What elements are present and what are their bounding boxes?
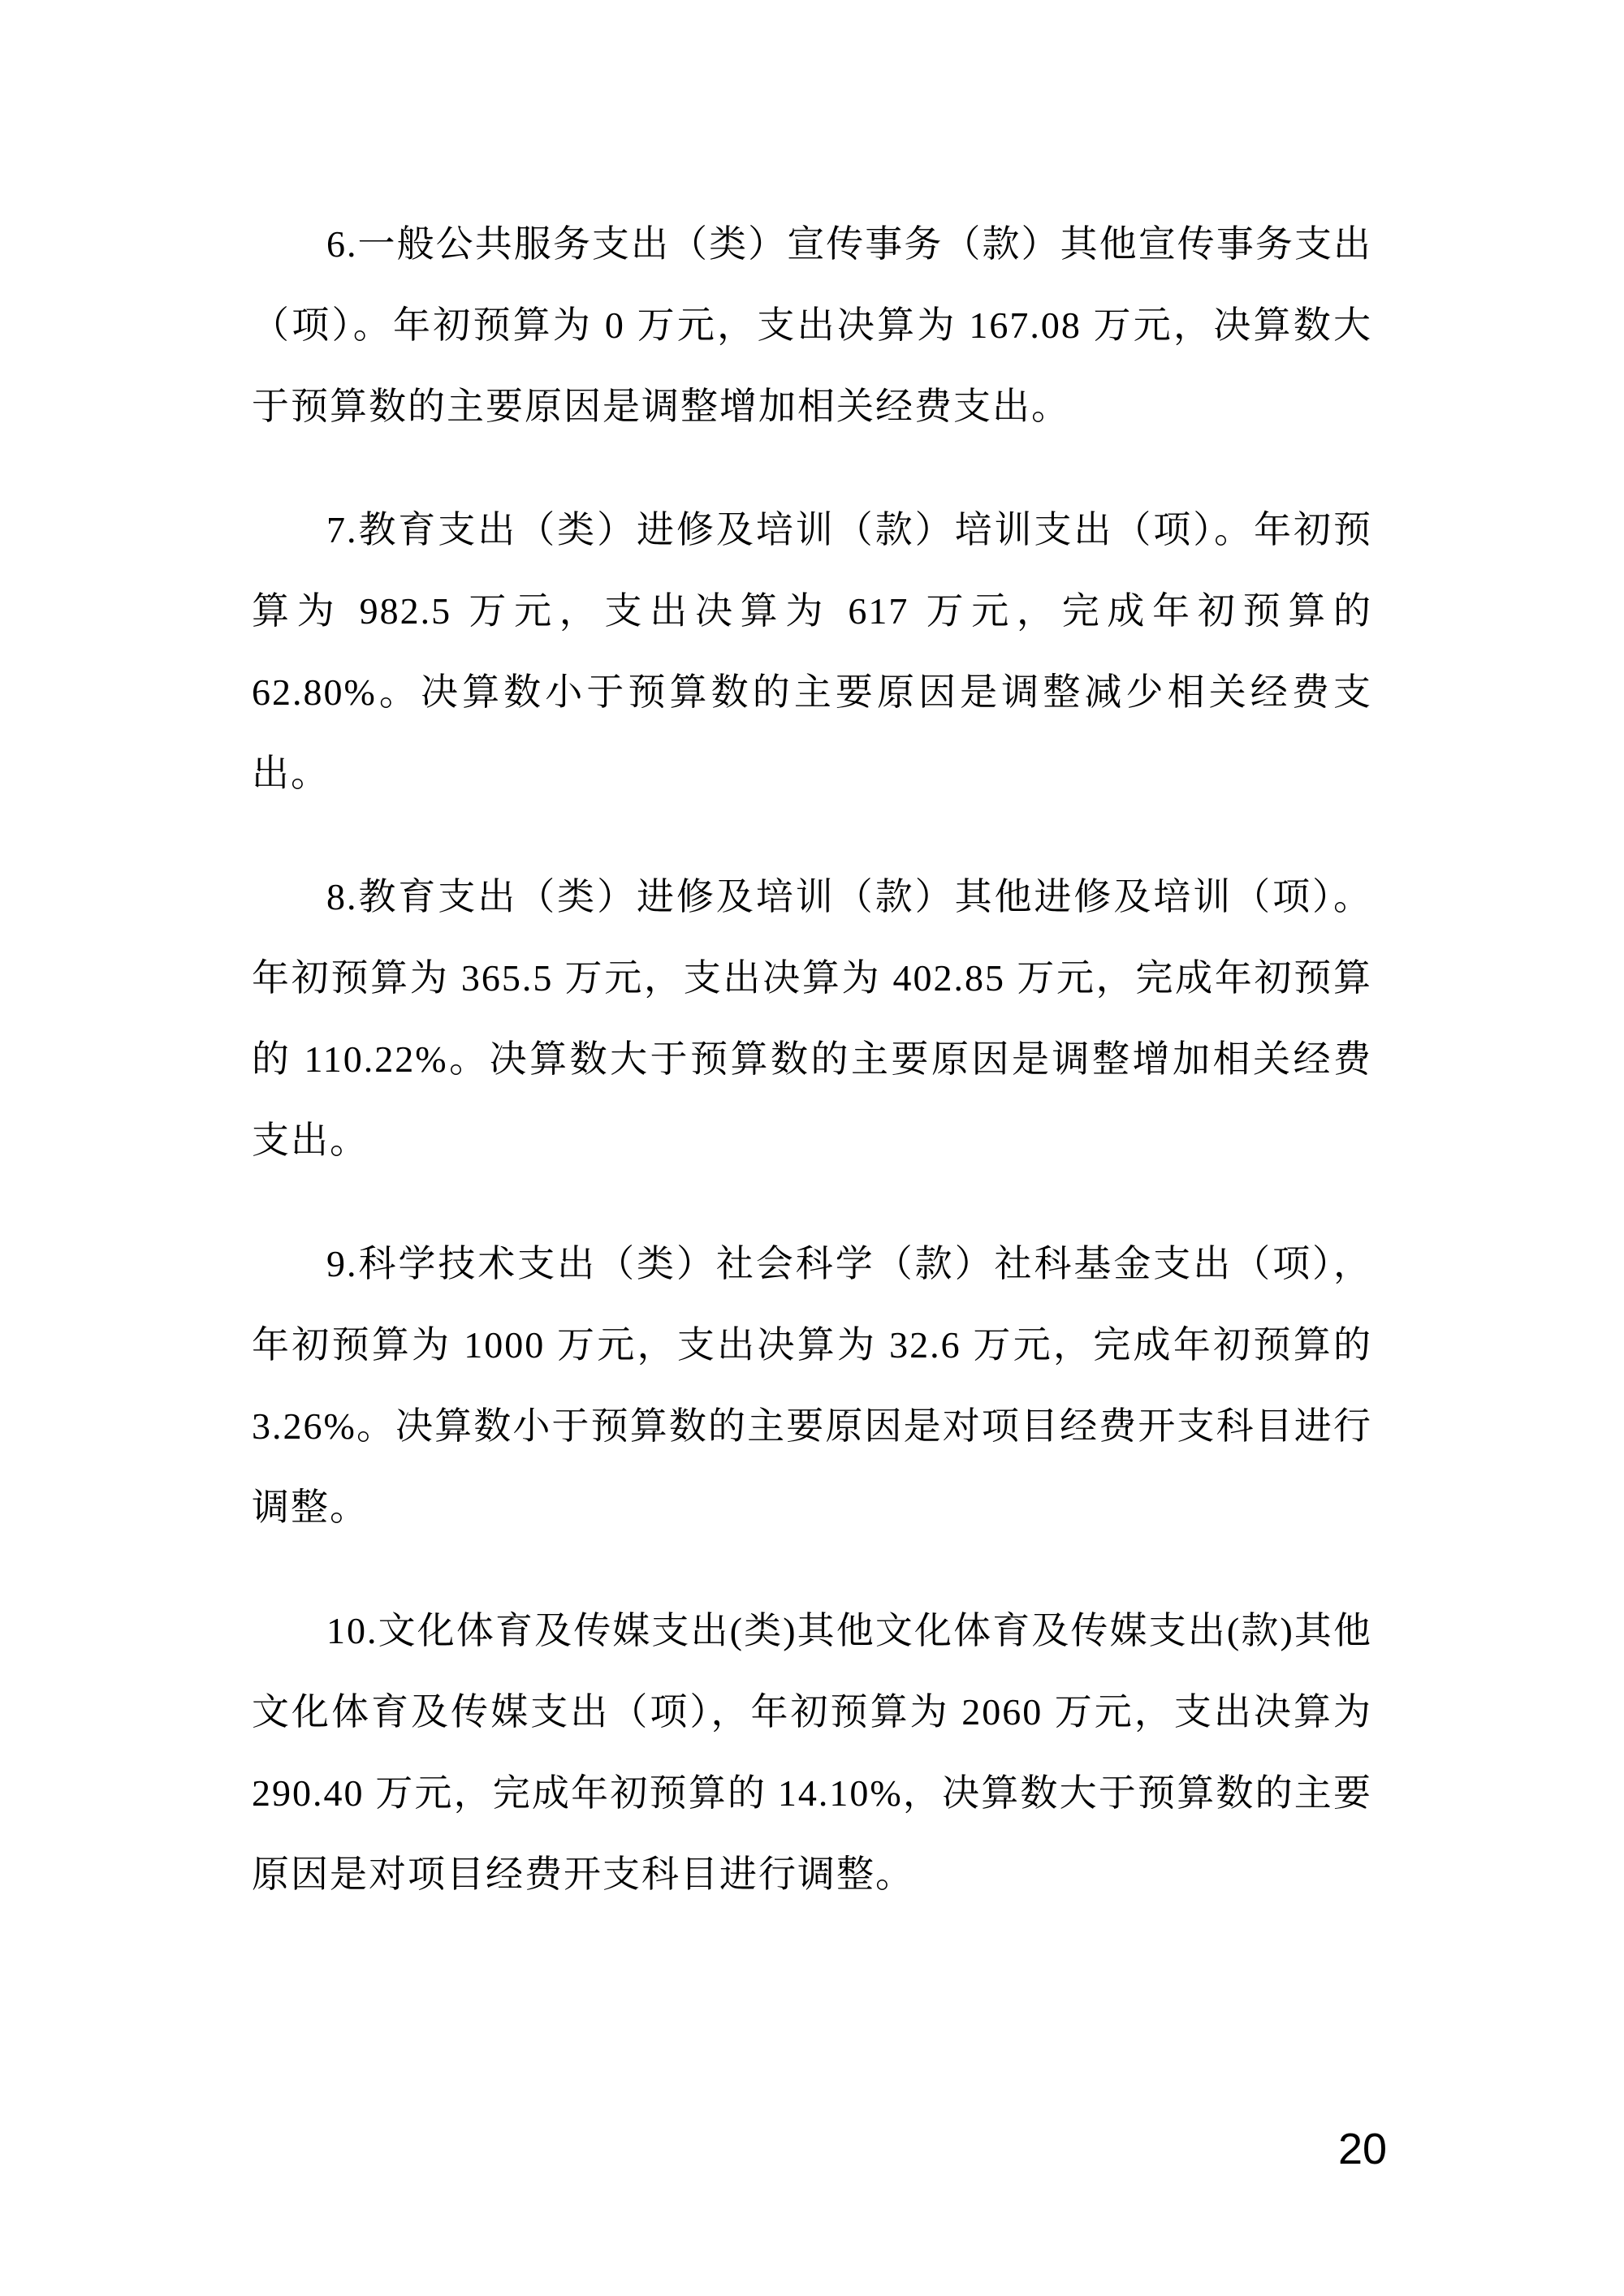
paragraph-item-9: 9.科学技术支出（类）社会科学（款）社科基金支出（项），年初预算为 1000 万元，支出决算为 32.6 万元，完成年初预算的 3.26%。决算数小于预算数的主要原因是对项目经费开支科目进行调整。 (252, 1243, 1372, 1528)
paragraph-item-6: 6.一般公共服务支出（类）宣传事务（款）其他宣传事务支出（项）。年初预算为 0 万元，支出决算为 167.08 万元，决算数大于预算数的主要原因是调整增加相关经费支出。 (252, 223, 1372, 427)
paragraph-item-7: 7.教育支出（类）进修及培训（款）培训支出（项）。年初预算为 982.5 万元，支出决算为 617 万元，完成年初预算的 62.80%。决算数小于预算数的主要原因是调整减少相关经费支出。 (252, 509, 1372, 794)
document-body (252, 204, 1372, 1957)
paragraph-item-8: 8.教育支出（类）进修及培训（款）其他进修及培训（项）。年初预算为 365.5 万元，支出决算为 402.85 万元，完成年初预算的 110.22%。决算数大于预算数的主要原因是调整增加相关经费支出。 (252, 876, 1372, 1161)
paragraph-item-10: 10.文化体育及传媒支出(类)其他文化体育及传媒支出(款)其他文化体育及传媒支出（项），年初预算为 2060 万元，支出决算为 290.40 万元，完成年初预算的 14.10%，决算数大于预算数的主要原因是对项目经费开支科目进行调整。 (252, 1610, 1372, 1895)
page-number: 20 (1338, 2125, 1388, 2173)
